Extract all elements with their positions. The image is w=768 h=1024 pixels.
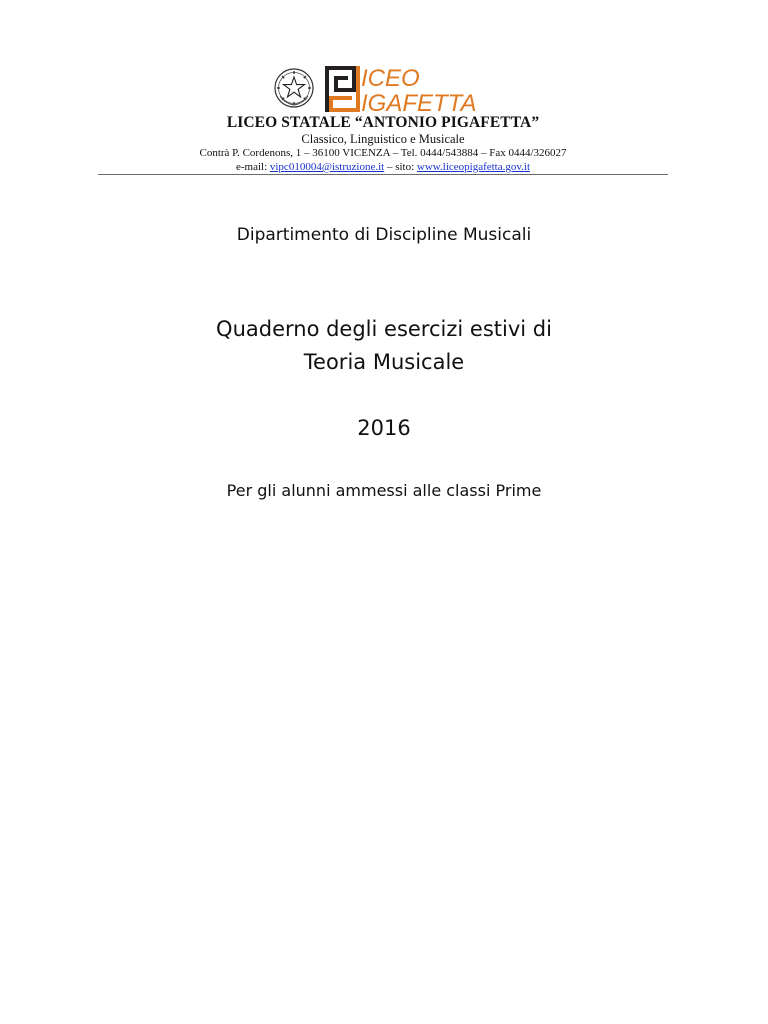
school-address: Contrà P. Cordenons, 1 – 36100 VICENZA – Tel. 0444/543884 – Fax 0444/326027 xyxy=(199,147,567,159)
letterhead-divider xyxy=(98,174,668,175)
liceo-pigafetta-logo xyxy=(324,64,484,114)
italian-republic-emblem-icon xyxy=(272,66,316,110)
logo-text-liceo: ICEO xyxy=(361,65,420,92)
school-type: Classico, Linguistico e Musicale xyxy=(301,132,465,146)
department-heading: Dipartimento di Discipline Musicali xyxy=(236,225,532,245)
logo-text-pigafetta: IGAFETTA xyxy=(361,90,477,114)
document-year: 2016 xyxy=(357,416,411,440)
document-audience: Per gli alunni ammessi alle classi Prime xyxy=(226,481,542,500)
website-label: – sito: xyxy=(384,161,417,173)
document-title-line-1: Quaderno degli esercizi estivi di xyxy=(216,317,552,341)
email-label: e-mail: xyxy=(235,161,270,173)
website-link[interactable]: www.liceopigafetta.gov.it xyxy=(416,161,531,173)
school-name: LICEO STATALE “ANTONIO PIGAFETTA” xyxy=(226,114,540,131)
school-contacts xyxy=(98,161,668,173)
letterhead xyxy=(98,58,668,176)
document-title-line-2: Teoria Musicale xyxy=(303,350,465,374)
email-link[interactable]: vipc010004@istruzione.it xyxy=(269,161,385,173)
